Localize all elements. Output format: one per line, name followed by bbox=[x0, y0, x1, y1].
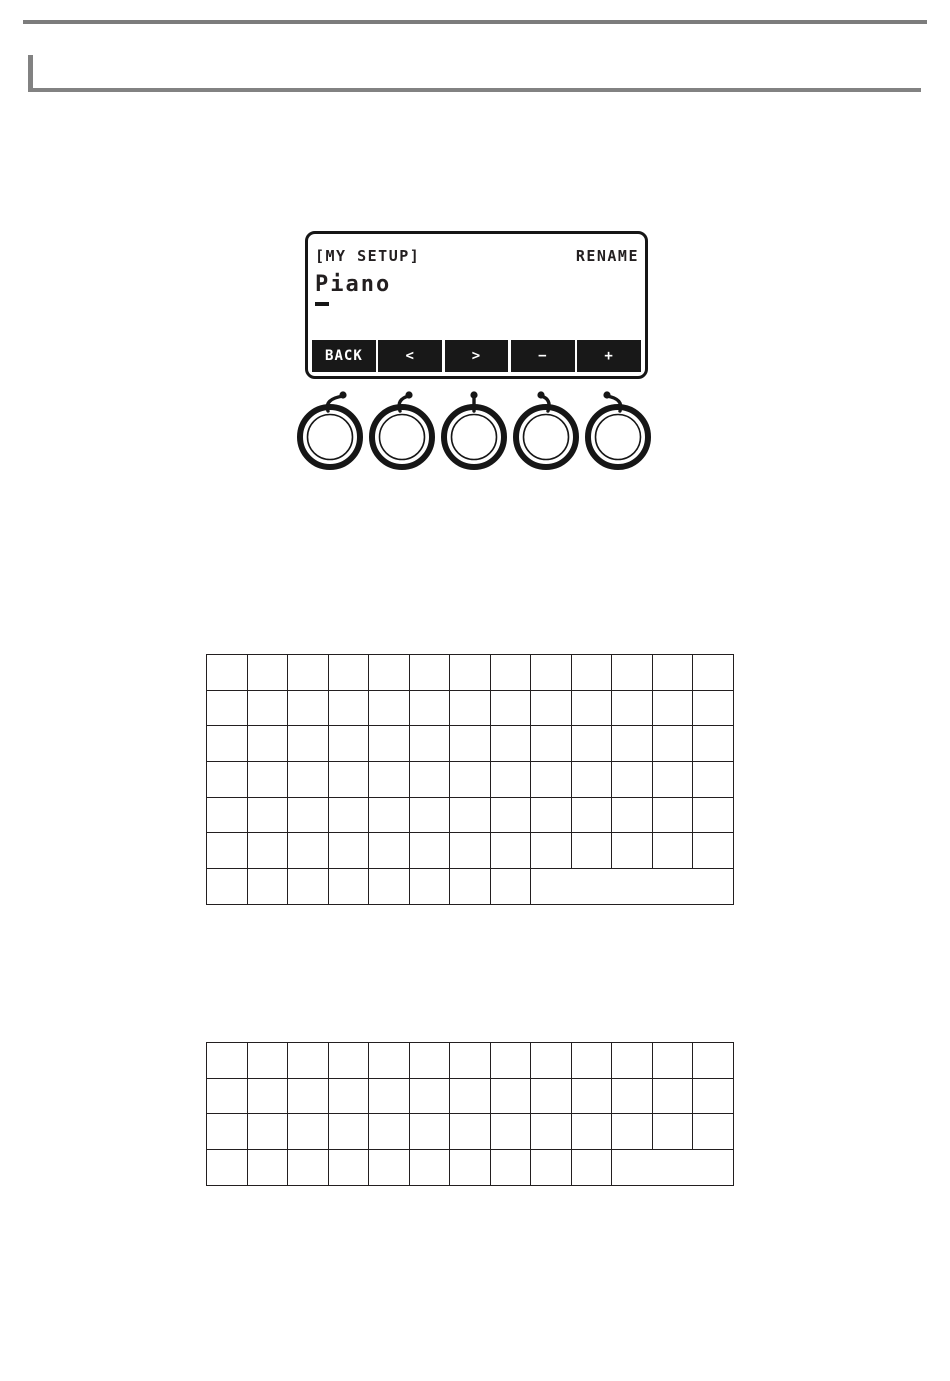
table-cell bbox=[531, 1043, 572, 1079]
table-cell bbox=[490, 1114, 531, 1150]
table-cell bbox=[409, 762, 450, 798]
table-cell bbox=[571, 1150, 612, 1186]
table-cell bbox=[450, 726, 491, 762]
table-cell bbox=[328, 690, 369, 726]
lcd-button-back: BACK bbox=[312, 340, 376, 372]
table-cell bbox=[693, 1114, 734, 1150]
table-row bbox=[207, 869, 734, 905]
table-cell bbox=[288, 762, 329, 798]
lcd-title: [MY SETUP] bbox=[315, 247, 421, 265]
table-cell bbox=[571, 1043, 612, 1079]
table-cell bbox=[531, 1114, 572, 1150]
table-cell bbox=[450, 1043, 491, 1079]
table-row bbox=[207, 833, 734, 869]
table-cell bbox=[531, 762, 572, 798]
table-cell bbox=[207, 690, 248, 726]
table-cell bbox=[288, 1043, 329, 1079]
table-cell bbox=[450, 833, 491, 869]
table-cell bbox=[328, 869, 369, 905]
table-cell bbox=[288, 726, 329, 762]
lcd-button-left: < bbox=[378, 340, 442, 372]
table-cell bbox=[207, 797, 248, 833]
knob-3-icon bbox=[436, 385, 512, 473]
table-cell bbox=[490, 869, 531, 905]
table-cell bbox=[207, 762, 248, 798]
table-cell bbox=[207, 655, 248, 691]
table-cell bbox=[247, 833, 288, 869]
table-cell bbox=[490, 726, 531, 762]
table-cell bbox=[490, 1078, 531, 1114]
lcd-text-value: Piano bbox=[315, 272, 392, 297]
table-cell bbox=[652, 833, 693, 869]
table-cell bbox=[490, 833, 531, 869]
table-cell bbox=[652, 726, 693, 762]
table-cell bbox=[652, 797, 693, 833]
table-cell bbox=[652, 1114, 693, 1150]
table-cell bbox=[571, 762, 612, 798]
table-cell bbox=[450, 1114, 491, 1150]
table-cell bbox=[490, 1043, 531, 1079]
table-cell bbox=[207, 1078, 248, 1114]
knob-4-icon bbox=[508, 385, 584, 473]
table-cell bbox=[693, 655, 734, 691]
table-cell bbox=[531, 655, 572, 691]
table-cell bbox=[369, 1078, 410, 1114]
knob-5-icon bbox=[580, 385, 656, 473]
table-cell bbox=[450, 655, 491, 691]
table-cell bbox=[207, 1043, 248, 1079]
table-cell bbox=[612, 690, 653, 726]
table-cell bbox=[247, 797, 288, 833]
table-cell bbox=[612, 726, 653, 762]
table-cell bbox=[612, 1114, 653, 1150]
table-cell bbox=[652, 1078, 693, 1114]
table-row bbox=[207, 762, 734, 798]
table-cell bbox=[693, 726, 734, 762]
table-cell bbox=[571, 655, 612, 691]
table-cell bbox=[369, 1114, 410, 1150]
table-cell bbox=[531, 1078, 572, 1114]
table-cell bbox=[207, 1150, 248, 1186]
lcd-button-minus: − bbox=[511, 340, 575, 372]
table-cell bbox=[328, 1150, 369, 1186]
table-cell bbox=[207, 1114, 248, 1150]
table-cell bbox=[409, 869, 450, 905]
table-cell bbox=[693, 797, 734, 833]
table-cell bbox=[207, 726, 248, 762]
table-cell bbox=[409, 1078, 450, 1114]
table-cell bbox=[328, 833, 369, 869]
table-cell bbox=[369, 690, 410, 726]
table-cell bbox=[288, 655, 329, 691]
table-cell bbox=[409, 1150, 450, 1186]
table-cell bbox=[612, 655, 653, 691]
table-cell bbox=[531, 797, 572, 833]
table-cell bbox=[571, 797, 612, 833]
table-cell bbox=[247, 1078, 288, 1114]
table-cell bbox=[450, 797, 491, 833]
table-cell bbox=[369, 655, 410, 691]
table-cell bbox=[328, 655, 369, 691]
table-row bbox=[207, 1150, 734, 1186]
table-cell bbox=[369, 797, 410, 833]
lcd-header-row bbox=[315, 247, 639, 265]
table-cell bbox=[571, 690, 612, 726]
table-cell bbox=[207, 869, 248, 905]
table-cell bbox=[612, 797, 653, 833]
table-cell bbox=[450, 762, 491, 798]
table-cell bbox=[328, 1078, 369, 1114]
table-cell bbox=[288, 1114, 329, 1150]
knob-1-icon bbox=[292, 385, 368, 473]
table-cell bbox=[328, 726, 369, 762]
table-cell bbox=[328, 1114, 369, 1150]
table-cell bbox=[693, 762, 734, 798]
top-rule bbox=[23, 20, 927, 24]
table-cell bbox=[409, 690, 450, 726]
table-cell bbox=[612, 833, 653, 869]
table-cell bbox=[693, 1043, 734, 1079]
table-row bbox=[207, 690, 734, 726]
table-row bbox=[207, 1114, 734, 1150]
table-cell bbox=[490, 762, 531, 798]
table-cell bbox=[652, 690, 693, 726]
table-cell bbox=[288, 1150, 329, 1186]
table-cell bbox=[247, 869, 288, 905]
table-cell bbox=[247, 1043, 288, 1079]
table-cell bbox=[450, 869, 491, 905]
table-cell bbox=[531, 726, 572, 762]
character-table-1 bbox=[206, 654, 734, 905]
table-cell bbox=[288, 690, 329, 726]
table-cell bbox=[693, 833, 734, 869]
table-cell bbox=[652, 1043, 693, 1079]
table-cell bbox=[409, 797, 450, 833]
table-cell bbox=[450, 1150, 491, 1186]
table-cell bbox=[450, 690, 491, 726]
table-cell bbox=[369, 833, 410, 869]
table-cell bbox=[409, 833, 450, 869]
table-cell bbox=[247, 1114, 288, 1150]
table-cell bbox=[490, 797, 531, 833]
table-cell bbox=[409, 655, 450, 691]
table-cell bbox=[288, 833, 329, 869]
table-cell bbox=[288, 869, 329, 905]
table-cell bbox=[288, 797, 329, 833]
table-row bbox=[207, 1043, 734, 1079]
table-cell bbox=[652, 655, 693, 691]
table-cell bbox=[490, 655, 531, 691]
table-cell bbox=[328, 762, 369, 798]
table-cell bbox=[693, 1078, 734, 1114]
table-cell bbox=[490, 690, 531, 726]
table-cell bbox=[571, 1078, 612, 1114]
table-cell bbox=[247, 655, 288, 691]
table-cell bbox=[247, 690, 288, 726]
table-cell bbox=[369, 1150, 410, 1186]
table-row bbox=[207, 726, 734, 762]
table-cell bbox=[369, 762, 410, 798]
table-cell bbox=[612, 1043, 653, 1079]
table-cell bbox=[571, 833, 612, 869]
table-cell bbox=[247, 726, 288, 762]
table-cell bbox=[369, 726, 410, 762]
table-cell bbox=[247, 762, 288, 798]
table-cell bbox=[247, 1150, 288, 1186]
lcd-mode-label: RENAME bbox=[575, 247, 639, 265]
table-cell bbox=[328, 797, 369, 833]
table-cell bbox=[369, 869, 410, 905]
table-cell bbox=[571, 1114, 612, 1150]
table-row bbox=[207, 797, 734, 833]
table-cell bbox=[693, 690, 734, 726]
table-cell bbox=[328, 1043, 369, 1079]
table-cell bbox=[652, 762, 693, 798]
table-cell bbox=[450, 1078, 491, 1114]
table-cell bbox=[409, 726, 450, 762]
table-cell bbox=[490, 1150, 531, 1186]
table-cell bbox=[571, 726, 612, 762]
table-cell bbox=[612, 762, 653, 798]
section-heading-box bbox=[28, 55, 921, 92]
table-cell bbox=[207, 833, 248, 869]
table-row bbox=[207, 655, 734, 691]
table-row bbox=[207, 1078, 734, 1114]
table-cell bbox=[369, 1043, 410, 1079]
knob-2-icon bbox=[364, 385, 440, 473]
table-cell bbox=[531, 1150, 572, 1186]
lcd-button-right: > bbox=[445, 340, 509, 372]
table-cell bbox=[612, 1078, 653, 1114]
table-cell bbox=[409, 1114, 450, 1150]
lcd-screen-illustration bbox=[305, 231, 648, 379]
table-cell bbox=[531, 833, 572, 869]
character-table-2 bbox=[206, 1042, 734, 1186]
text-cursor-underline bbox=[315, 302, 329, 306]
table-cell bbox=[409, 1043, 450, 1079]
lcd-button-row bbox=[312, 340, 641, 372]
table-cell bbox=[288, 1078, 329, 1114]
table-cell bbox=[531, 690, 572, 726]
lcd-button-plus: + bbox=[577, 340, 641, 372]
